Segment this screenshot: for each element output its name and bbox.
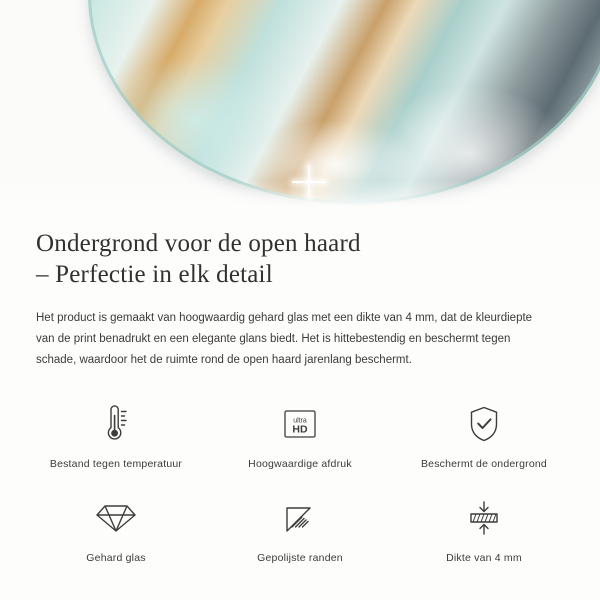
hero-bottom-fade <box>0 180 600 210</box>
feature-item-print-quality <box>208 396 392 490</box>
page-title-line-1: Ondergrond voor de open haard <box>36 230 361 257</box>
feature-label: Dikte van 4 mm <box>446 552 522 564</box>
thermometer-icon <box>99 402 133 446</box>
svg-text:ultra: ultra <box>293 417 307 425</box>
feature-item-polished-edges <box>208 490 392 584</box>
feature-grid <box>24 396 576 584</box>
glass-disc-graphic <box>88 0 600 204</box>
thickness-arrows-icon <box>464 496 504 540</box>
feature-item-thickness <box>392 490 576 584</box>
shield-check-icon <box>465 402 503 446</box>
ultra-hd-icon <box>280 402 320 446</box>
page-title <box>36 228 564 290</box>
feature-item-surface-protection <box>392 396 576 490</box>
feature-label: Gehard glas <box>86 552 146 564</box>
feature-label: Bestand tegen temperatuur <box>49 458 183 470</box>
hero-product-image <box>0 0 600 210</box>
polished-edges-icon <box>280 496 320 540</box>
feature-label: Gepolijste randen <box>257 552 343 564</box>
feature-item-temperature <box>24 396 208 490</box>
feature-label: Beschermt de ondergrond <box>420 458 547 470</box>
feature-label: Hoogwaardige afdruk <box>248 458 352 470</box>
diamond-icon <box>95 496 137 540</box>
text-content-block <box>36 228 564 371</box>
body-paragraph: Het product is gemaakt van hoogwaardig gehard glas met een dikte van 4 mm, dat de kleurdiepte van de print benadrukt en een elegante glans biedt. Het is hittebestendig en beschermt tegen schade, waardoor het de ruimte rond de open haard jarenlang beschermt. <box>36 312 533 366</box>
page-title-line-2: – Perfectie in elk detail <box>36 261 273 288</box>
svg-text:HD: HD <box>292 423 308 436</box>
feature-item-tempered-glass <box>24 490 208 584</box>
